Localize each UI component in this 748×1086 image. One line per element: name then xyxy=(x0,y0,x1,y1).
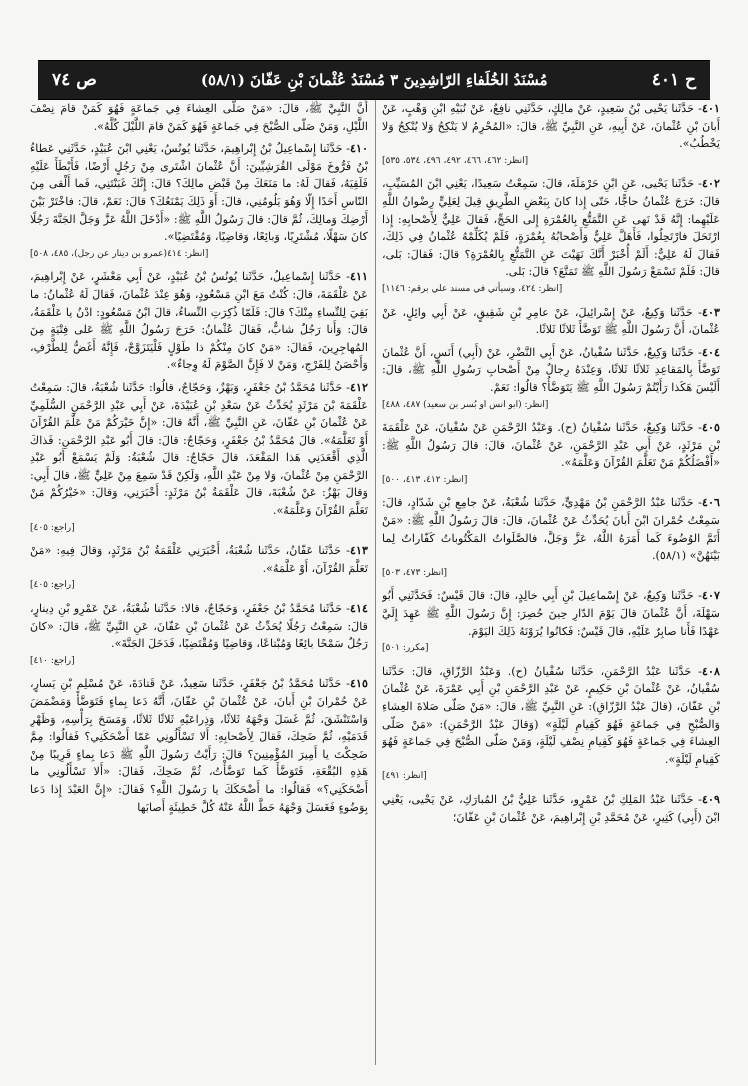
hadith-number: ٤٠٨ xyxy=(701,663,720,678)
page-number: ص ٧٤ xyxy=(52,70,97,90)
hadith-entry xyxy=(30,268,368,374)
hadith-text: - حَدَّثَنا عَبْدُ الرَّحْمَنِ، حَدَّثَنا سُفْيانُ (ح). وَعَبْدُ الرَّزّاقِ، قالَ: حَدَّثَنا سُفْيانُ، عَنْ عُثْمانَ بْنِ حَكِيمٍ، عَنْ عَبْدِ الرَّحْمَنِ بْنِ أَبِي عَمْرَةَ، عَنْ عُثْمانَ بْنِ عَفّانَ، (قالَ عَبْدُ الرَّزّاقِ): عَنِ النَّبِيِّ ﷺ، قالَ: «مَنْ صَلّى صَلاةَ العِشاءِ وَالصُّبْحِ فِي جَماعَةٍ فَهُوَ كَقِيامِ لَيْلَةٍ» (وَقالَ عَبْدُ الرَّحْمَنِ): «مَنْ صَلّى العِشاءَ فِي جَماعَةٍ فَهُوَ كَقِيامِ نِصْفِ لَيْلَةٍ، وَمَنْ صَلّى الصُّبْحَ فِي جَماعَةٍ فَهُوَ كَقِيامِ لَيْلَةٍ». xyxy=(382,664,720,766)
hadith-entry xyxy=(30,379,368,537)
hadith-reference: [انظر: ٤٩١] xyxy=(382,771,427,782)
hadith-text: - حَدَّثَنا إِسْماعِيلُ، حَدَّثَنا يُونُسُ بْنُ عُبَيْدٍ، عَنْ أَبِي مَعْشَرٍ، عَنْ إِبْراهِيمَ، عَنْ عَلْقَمَةَ، قالَ: كُنْتُ مَعَ ابْنِ مَسْعُودٍ، وَهُوَ عِنْدَ عُثْمانَ، فَقالَ لَهُ عُثْمانُ: ما بَقِيَ لِلنِّساءِ مِنْكَ؟ قالَ: فَلَمّا ذُكِرَتِ النِّساءُ، قالَ ابْنُ مَسْعُودٍ: ادْنُ يا عَلْقَمَةُ، قالَ: وَأَنا رَجُلٌ شابٌّ، فَقالَ عُثْمانُ: خَرَجَ رَسُولُ اللَّهِ ﷺ عَلى فِتْيَةٍ مِنَ المُهاجِرِينَ، فَقالَ: «مَنْ كانَ مِنْكُمْ ذا طَوْلٍ فَلْيَتَزَوَّجْ، فَإِنَّهُ أَغَضُّ لِلطَّرْفِ، وَأَحْصَنُ لِلفَرْجِ، وَمَنْ لا فَإِنَّ الصَّوْمَ لَهُ وِجاءٌ». xyxy=(30,270,368,372)
hadith-text: أَنَّ النَّبِيَّ ﷺ، قالَ: «مَنْ صَلّى العِشاءَ فِي جَماعَةٍ فَهُوَ كَمَنْ قامَ نِصْفَ اللَّيْلِ، وَمَنْ صَلّى الصُّبْحَ فِي جَماعَةٍ فَهُوَ كَمَنْ قامَ اللَّيْلَ كُلَّهُ». xyxy=(30,102,368,133)
hadith-reference: [انظر: ٤١٢، ٤١٣، ٥٠٠] xyxy=(382,474,468,485)
hadith-number: ٤١١ xyxy=(349,269,368,284)
hadith-entry xyxy=(382,494,720,582)
text-columns xyxy=(30,100,720,1065)
hadith-text: - حَدَّثَنا يَحْيى، عَنِ ابْنِ حَرْمَلَةَ، قالَ: سَمِعْتُ سَعِيدًا، يَعْنِي ابْنَ المُسَيِّبِ، قالَ: خَرَجَ عُثْمانُ حاجًّا، حَتّى إِذا كانَ بِبَعْضِ الطَّرِيقِ قِيلَ لِعَلِيٍّ رِضْوانُ اللَّهِ عَلَيْهِما: إِنَّهُ قَدْ نَهى عَنِ التَّمَتُّعِ بِالعُمْرَةِ إِلى الحَجِّ، فَقالَ عَلِيٌّ لِأَصْحابِهِ: إِذا ارْتَحَلَ فارْتَحِلُوا، فَأَهَلَّ عَلِيٌّ وَأَصْحابُهُ بِعُمْرَةٍ، فَلَمْ يُكَلِّمْهُ عُثْمانُ فِي ذَلِكَ، فَقالَ لَهُ عَلِيٌّ: أَلَمْ أُخْبَرْ أَنَّكَ نَهَيْتَ عَنِ التَّمَتُّعِ بِالعُمْرَةِ؟ قالَ: فَقالَ: بَلى، قالَ: فَلَمْ تَسْمَعْ رَسُولَ اللَّهِ ﷺ تَمَتَّعَ؟ قالَ: بَلى. xyxy=(382,177,720,279)
hadith-number: ٤١٠ xyxy=(349,141,368,156)
page-header xyxy=(38,60,710,100)
hadith-entry xyxy=(30,600,368,670)
hadith-text: - حَدَّثَنا وَكِيعٌ، عَنْ إِسْماعِيلَ بْنِ أَبِي خالِدٍ، قالَ: قالَ قَيْسٌ: فَحَدَّثَنِي أَبُو سَهْلَةَ، أَنَّ عُثْمانَ قالَ يَوْمَ الدّارِ حِينَ حُصِرَ: إِنَّ رَسُولَ اللَّهِ ﷺ عَهِدَ إِلَيَّ عَهْدًا فَأَنا صابِرٌ عَلَيْهِ، قالَ قَيْسٌ: فَكانُوا يُرَوْنَهُ ذَلِكَ اليَوْمَ. xyxy=(382,589,720,638)
hadith-reference: [انظر: ٤١٤(عمرو بن دينار عن رجل)، ٤٨٥، ٥٠٨] xyxy=(30,248,209,259)
hadith-range: ح ٤٠١ xyxy=(651,70,696,90)
hadith-number: ٤١٢ xyxy=(349,379,368,394)
hadith-entry xyxy=(382,304,720,339)
hadith-text: - حَدَّثَنا إِسْماعِيلُ بْنُ إِبْراهِيمَ، حَدَّثَنا يُونُسُ، يَعْنِي ابْنَ عُبَيْدٍ، حَدَّثَنِي عَطاءُ بْنُ فَرُّوخَ مَوْلَى القُرَشِيِّينَ: أَنَّ عُثْمانَ اشْتَرى مِنْ رَجُلٍ أَرْضًا، فَأَبْطَأَ عَلَيْهِ فَلَقِيَهُ، فَقالَ لَهُ: ما مَنَعَكَ مِنْ قَبْضِ مالِكَ؟ قالَ: إِنَّكَ غَبَنْتَنِي، فَما أَلْقى مِنَ النّاسِ أَحَدًا إِلّا وَهُوَ يَلُومُنِي، قالَ: أَوَ ذَلِكَ يَمْنَعُكَ؟ قالَ: نَعَمْ، قالَ: فاخْتَرْ بَيْنَ أَرْضِكَ وَمالِكَ، ثُمَّ قالَ: قالَ رَسُولُ اللَّهِ ﷺ: «أَدْخَلَ اللَّهُ عَزَّ وَجَلَّ الجَنَّةَ رَجُلًا كانَ سَهْلًا، مُشْتَرِيًا، وَبائِعًا، وَقاضِيًا، وَمُقْتَضِيًا». xyxy=(30,142,368,244)
hadith-entry xyxy=(30,140,368,263)
hadith-entry xyxy=(382,587,720,657)
hadith-text: - حَدَّثَنا عَفّانُ، حَدَّثَنا شُعْبَةُ، أَخْبَرَنِي عَلْقَمَةُ بْنُ مَرْثَدٍ، وَقالَ فِيهِ: «مَنْ تَعَلَّمَ القُرْآنَ، أَوْ عَلَّمَهُ». xyxy=(30,544,368,575)
book-title: مُسْنَدُ الخُلَفاءِ الرّاشِدِينَ ٣ مُسْنَدُ عُثْمانَ بْنِ عَفّانَ (٥٨/١) xyxy=(200,71,548,89)
hadith-number: ٤١٥ xyxy=(349,676,368,691)
hadith-number: ٤٠١ xyxy=(701,101,720,115)
hadith-number: ٤٠٧ xyxy=(701,588,720,603)
hadith-text: - حَدَّثَنا مُحَمَّدُ بْنُ جَعْفَرٍ، وَحَجّاجٌ، قالا: حَدَّثَنا شُعْبَةُ، عَنْ عَمْرِو بْنِ دِينارٍ، قالَ: سَمِعْتُ رَجُلًا يُحَدِّثُ عَنْ عُثْمانَ بْنِ عَفّانَ، عَنِ النَّبِيِّ ﷺ، قالَ: «كانَ رَجُلٌ سَمْحًا بائِعًا وَمُبْتاعًا، وَقاضِيًا وَمُقْتَضِيًا، فَدَخَلَ الجَنَّةَ». xyxy=(30,602,368,651)
hadith-text: - حَدَّثَنا يَحْيى بْنُ سَعِيدٍ، عَنْ مالِكٍ، حَدَّثَنِي نافِعٌ، عَنْ نُبَيْهِ ابْنِ وَهْبٍ، عَنْ أَبانَ بْنِ عُثْمانَ، عَنْ أَبِيهِ، عَنِ النَّبِيِّ ﷺ، قالَ: «المُحْرِمُ لا يَنْكِحُ وَلا يُنْكِحُ وَلا يَخْطُبُ». xyxy=(382,102,720,151)
hadith-number: ٤٠٥ xyxy=(701,420,720,435)
hadith-text: - حَدَّثَنا مُحَمَّدُ بْنُ جَعْفَرٍ، حَدَّثَنا سَعِيدٌ، عَنْ قَتادَةَ، عَنْ مُسْلِمِ بْنِ يَسارٍ، عَنْ حُمْرانَ بْنِ أَبانَ، عَنْ عُثْمانَ بْنِ عَفّانَ، أَنَّهُ دَعا بِماءٍ فَتَوَضَّأَ وَمَضْمَضَ وَاسْتَنْشَقَ، ثُمَّ غَسَلَ وَجْهَهُ ثَلاثًا، وَذِراعَيْهِ ثَلاثًا ثَلاثًا، وَمَسَحَ بِرَأْسِهِ، وَظَهْرِ قَدَمَيْهِ، ثُمَّ ضَحِكَ، فَقالَ لِأَصْحابِهِ: أَلا تَسْأَلُونِي عَمّا أَضْحَكَنِي؟ فَقالُوا: مِمَّ ضَحِكْتَ يا أَمِيرَ المُؤْمِنِينَ؟ قالَ: رَأَيْتُ رَسُولَ اللَّهِ ﷺ دَعا بِماءٍ قَرِيبًا مِنْ هَذِهِ البُقْعَةِ، فَتَوَضَّأَ كَما تَوَضَّأْتُ، ثُمَّ ضَحِكَ، فَقالَ: «أَلا تَسْأَلُونِي ما أَضْحَكَنِي؟» فَقالُوا: ما أَضْحَكَكَ يا رَسُولَ اللَّهِ؟ فَقالَ: «إِنَّ العَبْدَ إِذا دَعا بِوَضُوءٍ فَغَسَلَ وَجْهَهُ حَطَّ اللَّهُ عَنْهُ كُلَّ خَطِيئَةٍ أَصابَها xyxy=(30,677,368,814)
hadith-text: - حَدَّثَنا وَكِيعٌ، حَدَّثَنا سُفْيانُ (ح). وَعَبْدُ الرَّحْمَنِ عَنْ سُفْيانَ، عَنْ عَلْقَمَةَ بْنِ مَرْثَدٍ، عَنْ أَبِي عَبْدِ الرَّحْمَنِ، عَنْ عُثْمانَ، قالَ: قالَ رَسُولُ اللَّهِ ﷺ: «أَفْضَلُكُمْ مَنْ تَعَلَّمَ القُرْآنَ وَعَلَّمَهُ». xyxy=(382,421,720,470)
hadith-text: - حَدَّثَنا وَكِيعٌ، حَدَّثَنا سُفْيانُ، عَنْ أَبِي النَّضْرِ، عَنْ (أَبِي) أَنَسٍ، أَنَّ عُثْمانَ تَوَضَّأَ بِالمَقاعِدِ ثَلاثًا ثَلاثًا، وَعِنْدَهُ رِجالٌ مِنْ أَصْحابِ رَسُولِ اللَّهِ ﷺ، قالَ: أَلَيْسَ هَكَذا رَأَيْتُمْ رَسُولَ اللَّهِ ﷺ يَتَوَضَّأُ؟ قالُوا: نَعَمْ. xyxy=(382,345,720,394)
hadith-reference: [انظر: ٤٧٣، ٥٠٣] xyxy=(382,567,448,578)
hadith-entry xyxy=(30,100,368,135)
hadith-reference: [مكرر: ٥٠١] xyxy=(382,643,429,654)
hadith-text: - حَدَّثَنا عَبْدُ المَلِكِ بْنُ عَمْرٍو، حَدَّثَنا عَلِيُّ بْنُ المُبارَكِ، عَنْ يَحْيى، يَعْنِي ابْنَ (أَبِي) كَثِيرٍ، عَنْ مُحَمَّدِ بْنِ إِبْراهِيمَ، عَنْ عُثْمانَ بْنِ عَفّانَ؛ xyxy=(382,792,720,824)
hadith-reference: [راجع: ٤٠٥] xyxy=(30,580,75,591)
hadith-text: - حَدَّثَنا مُحَمَّدُ بْنُ جَعْفَرٍ، وَبَهْزٌ، وَحَجّاجٌ، قالُوا: حَدَّثَنا شُعْبَةُ، قالَ: سَمِعْتُ عَلْقَمَةَ بْنَ مَرْثَدٍ يُحَدِّثُ عَنْ سَعْدِ بْنِ عُبَيْدَةَ، عَنْ أَبِي عَبْدِ الرَّحْمَنِ السُّلَمِيِّ عَنْ عُثْمانَ بْنِ عَفّانَ، عَنِ النَّبِيِّ ﷺ، أَنَّهُ قالَ: «إِنَّ خَيْرَكُمْ مَنْ عَلَّمَ القُرْآنَ أَوْ تَعَلَّمَهُ». قالَ مُحَمَّدُ بْنُ جَعْفَرٍ، وَحَجّاجٌ: قالَ: قالَ أَبُو عَبْدِ الرَّحْمَنِ: فَذاكَ الَّذِي أَقْعَدَنِي هَذا المَقْعَدَ، قالَ حَجّاجٌ: قالَ شُعْبَةُ: وَلَمْ يَسْمَعْ أَبُو عَبْدِ الرَّحْمَنِ مِنْ عُثْمانَ، وَلا مِنْ عَبْدِ اللَّهِ، وَلَكِنْ قَدْ سَمِعَ مِنْ عَلِيٍّ ﷺ، قالَ أَبِي: وَقالَ بَهْزٌ: عَنْ شُعْبَةَ، قالَ عَلْقَمَةُ بْنُ مَرْثَدٍ: أَخْبَرَنِي، وَقالَ: «خَيْرُكُمْ مَنْ تَعَلَّمَ القُرْآنَ وَعَلَّمَهُ». xyxy=(30,380,368,518)
hadith-entry xyxy=(382,791,720,826)
hadith-entry xyxy=(30,542,368,595)
hadith-number: ٤٠٦ xyxy=(701,495,720,510)
hadith-reference: [انظر: (ابو انس او بُسر بن سعيد) ٤٨٧، ٤٨٨] xyxy=(382,399,549,410)
hadith-number: ٤٠٣ xyxy=(701,304,720,319)
hadith-reference: [انظر: ٤٦٢، ٤٦٦، ٤٩٢، ٤٩٦، ٥٣٤، ٥٣٥] xyxy=(382,155,529,166)
hadith-reference: [انظر: ٤٢٤، وسيأتي في مسند علي برقم: ١١٤٦] xyxy=(382,283,563,294)
hadith-entry xyxy=(30,675,368,816)
hadith-entry xyxy=(382,100,720,170)
hadith-entry xyxy=(382,663,720,786)
hadith-entry xyxy=(382,175,720,298)
hadith-reference: [راجع: ٤١٠] xyxy=(30,655,75,666)
hadith-text: - حَدَّثَنا وَكِيعٌ، عَنْ إِسْرائِيلَ، عَنْ عامِرِ بْنِ شَقِيقٍ، عَنْ أَبِي وائِلٍ، عَنْ عُثْمانَ، أَنَّ رَسُولَ اللَّهِ ﷺ تَوَضَّأَ ثَلاثًا ثَلاثًا. xyxy=(382,305,720,337)
right-column xyxy=(382,100,720,1065)
hadith-number: ٤٠٤ xyxy=(701,344,720,359)
hadith-number: ٤١٤ xyxy=(349,601,368,616)
hadith-text: - حَدَّثَنا عَبْدُ الرَّحْمَنِ بْنُ مَهْدِيٍّ، حَدَّثَنا شُعْبَةُ، عَنْ جامِعِ بْنِ شَدّادٍ، قالَ: سَمِعْتُ حُمْرانَ ابْنَ أَبانَ يُحَدِّثُ عَنْ عُثْمانَ، قالَ: قالَ رَسُولُ اللَّهِ ﷺ: «مَنْ أَتَمَّ الوُضُوءَ كَما أَمَرَهُ اللَّهُ، عَزَّ وَجَلَّ، فالصَّلَواتُ المَكْتُوباتُ كَفّاراتٌ لِما بَيْنَهُنَّ» (٥٨/١). xyxy=(382,496,720,563)
left-column xyxy=(30,100,368,1065)
column-divider xyxy=(375,100,376,1065)
hadith-number: ٤٠٩ xyxy=(701,791,720,806)
hadith-entry xyxy=(382,419,720,489)
hadith-reference: [راجع: ٤٠٥] xyxy=(30,522,75,533)
hadith-number: ٤٠٢ xyxy=(701,176,720,191)
hadith-number: ٤١٣ xyxy=(349,543,368,558)
hadith-entry xyxy=(382,344,720,414)
